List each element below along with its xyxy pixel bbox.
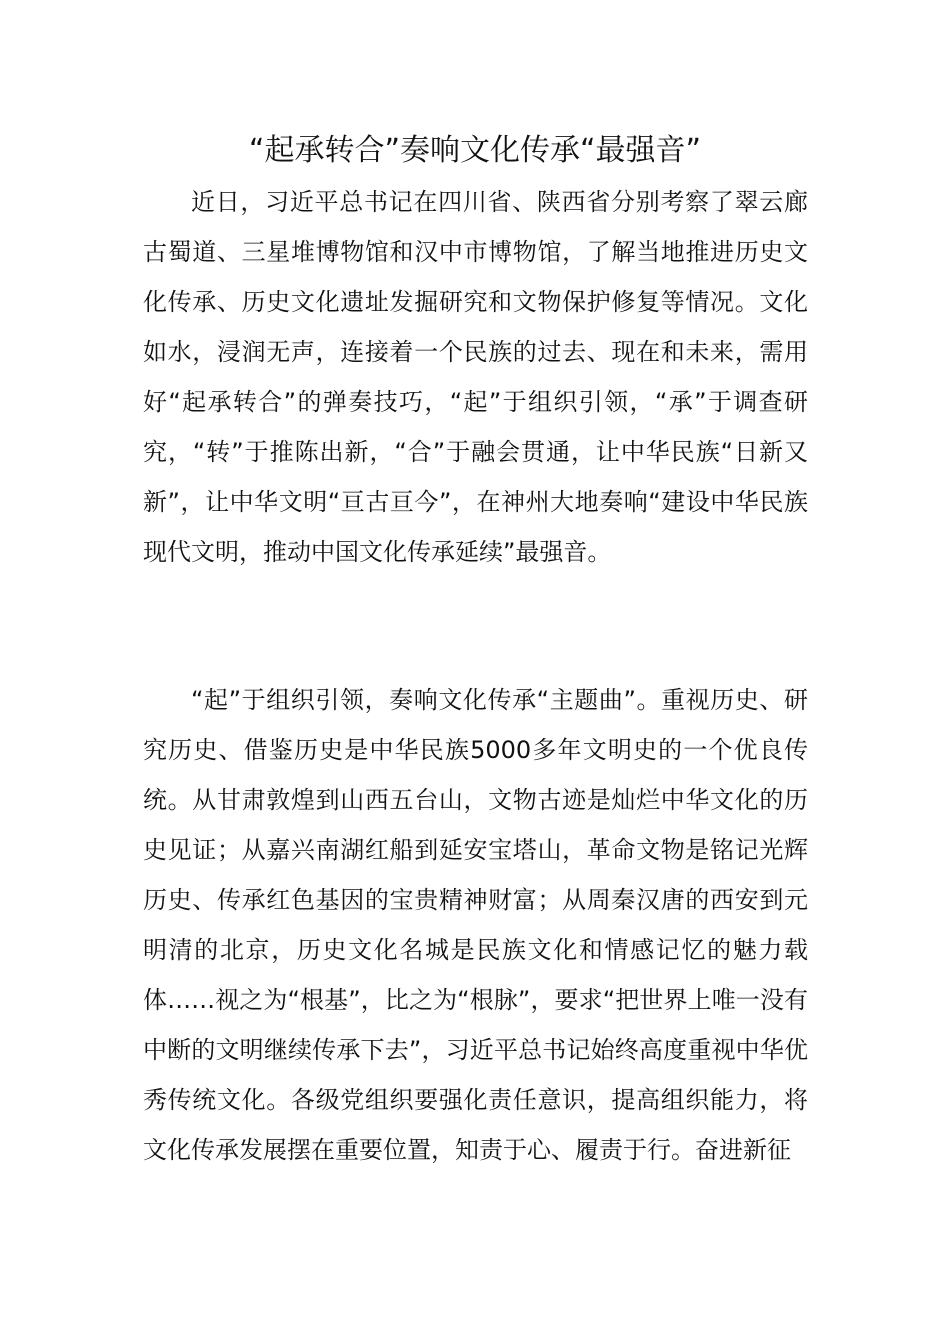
document-title: “起承转合”奏响文化传承“最强音” bbox=[248, 133, 702, 168]
paragraph-section-qi: “起”于组织引领，奏响文化传承“主题曲”。重视历史、研究历史、借鉴历史是中华民族5000多年文明史的一个优良传统。从甘肃敦煌到山西五台山，文物古迹是灿烂中华文化的历史见证；从嘉兴南湖红船到延安宝塔山，革命文物是铭记光辉历史、传承红色基因的宝贵精神财富；从周秦汉唐的西安到元明清的北京，历史文化名城是民族文化和情感记忆的魅力载体……视之为“根基”，比之为“根脉”，要求“把世界上唯一没有中断的文明继续传承下去”，习近平总书记始终高度重视中华优秀传统文化。各级党组织要强化责任意识，提高组织能力，将文化传承发展摆在重要位置，知责于心、履责于行。奋进新征 bbox=[143, 686, 808, 1164]
paragraph-intro: 近日，习近平总书记在四川省、陕西省分别考察了翠云廊古蜀道、三星堆博物馆和汉中市博物馆，了解当地推进历史文化传承、历史文化遗址发掘研究和文物保护修复等情况。文化如水，浸润无声，连接着一个民族的过去、现在和未来，需用好“起承转合”的弹奏技巧，“起”于组织引领，“承”于调查研究，“转”于推陈出新，“合”于融会贯通，让中华民族“日新又新”，让中华文明“亘古亘今”，在神州大地奏响“建设中华民族现代文明，推动中国文化传承延续”最强音。 bbox=[143, 188, 808, 566]
